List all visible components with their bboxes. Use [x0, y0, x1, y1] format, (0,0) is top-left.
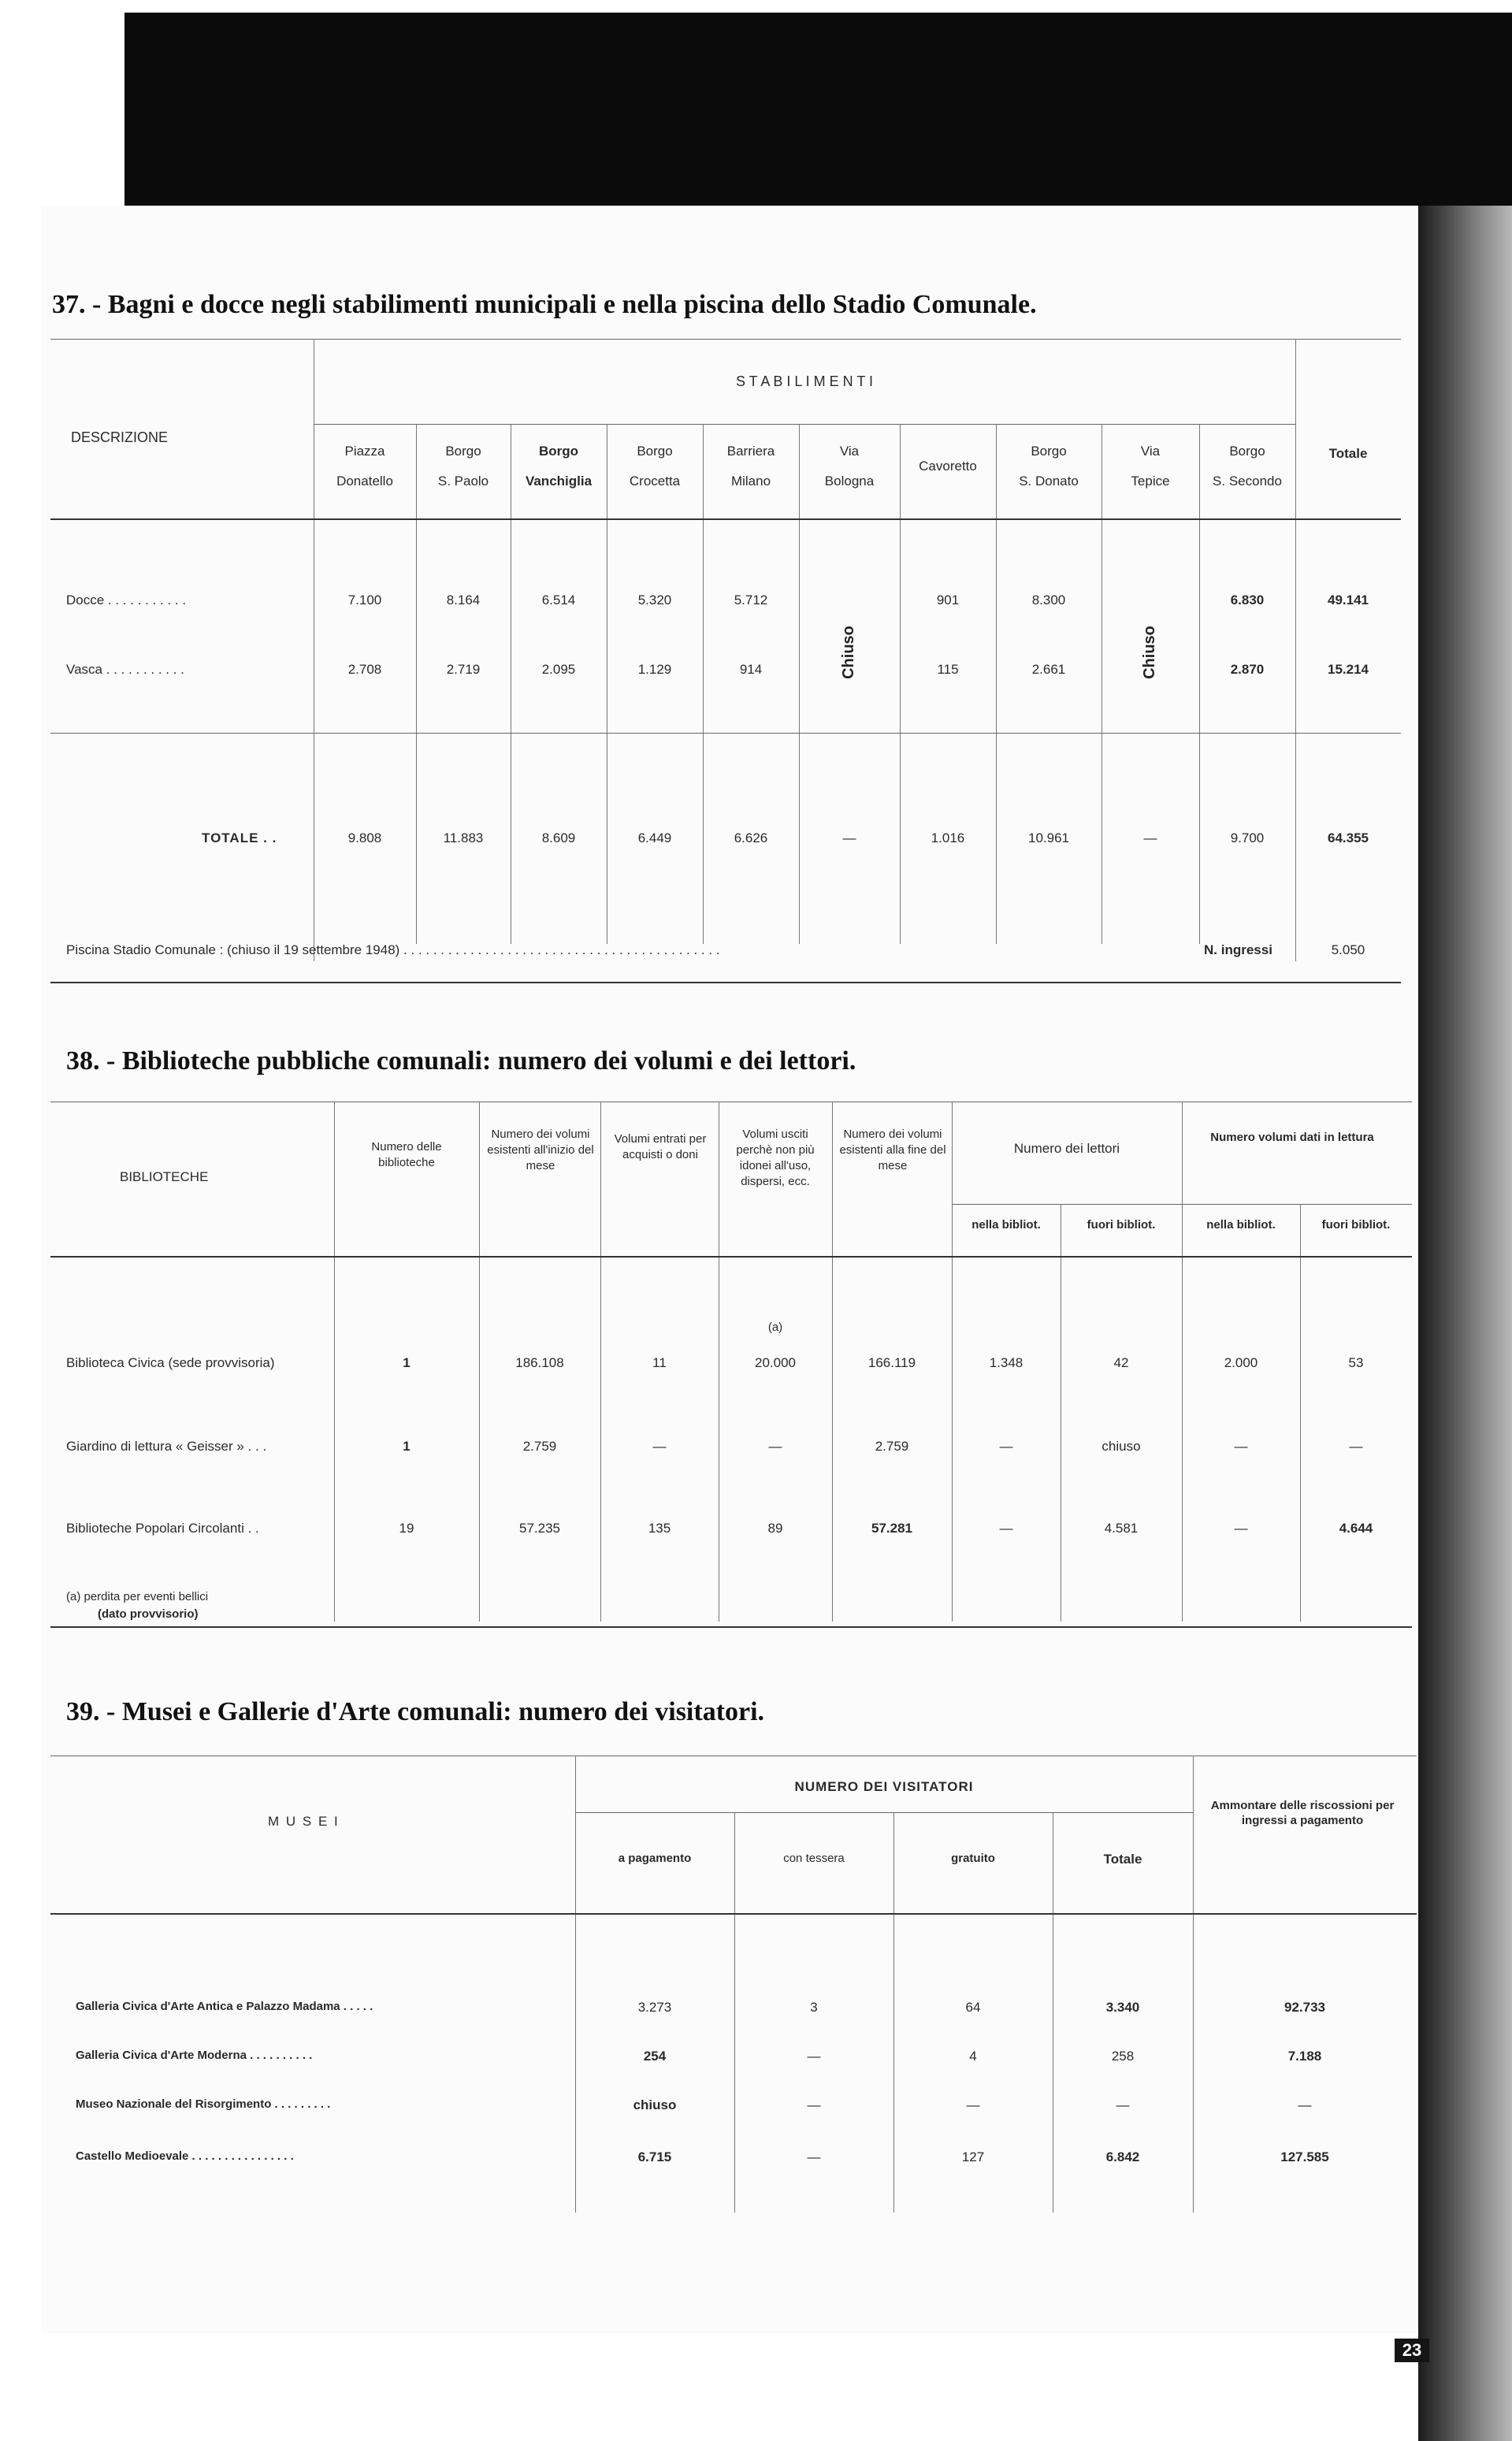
table37-cell: 5.320: [637, 593, 672, 607]
table39-first-header: M U S E I: [268, 1814, 340, 1829]
table39-cell: 3: [810, 2000, 818, 2015]
left-margin: [0, 0, 41, 2441]
table39-subheader: con tessera: [783, 1852, 845, 1865]
table37-desc-header: DESCRIZIONE: [71, 429, 169, 445]
table37-v1: [416, 424, 417, 944]
table38-first-header: BIBLIOTECHE: [120, 1169, 209, 1184]
table39-cell: —: [1116, 2097, 1130, 2112]
table38-header: Volumi usciti perchè non più idonei all'uso, dispersi, ecc.: [736, 1128, 815, 1188]
table37-v6: [900, 424, 901, 944]
table38-lettori-header: Numero dei lettori: [1013, 1141, 1120, 1156]
table39-v1: [575, 1756, 576, 2213]
table37-top-rule: [50, 339, 1401, 340]
table37-col-header: Borgo Crocetta: [629, 444, 681, 489]
table38-cell: —: [1349, 1439, 1363, 1454]
table37-col-header: Borgo S. Paolo: [437, 444, 489, 489]
table39-cell: 3.340: [1105, 2000, 1140, 2015]
table37-total-cell: 1.016: [931, 830, 965, 845]
table38-cell: 57.235: [519, 1521, 560, 1536]
table39-cell: 4: [969, 2049, 977, 2064]
table38-cell: 2.759: [875, 1439, 909, 1454]
table39-subheader: Totale: [1103, 1852, 1142, 1867]
table37-cell: 914: [739, 662, 763, 677]
table38-cell: 2.759: [522, 1439, 557, 1454]
table37-total-cell: —: [1143, 830, 1157, 845]
table38-subheader: nella bibliot.: [971, 1218, 1041, 1232]
table38-cell: 19: [399, 1521, 414, 1536]
table39-cell: 127.585: [1280, 2149, 1329, 2164]
table37-rows-rule: [50, 733, 1401, 734]
table37-col-header: Cavoretto: [919, 459, 977, 474]
table37-cell: 8.164: [446, 593, 481, 607]
table39-cell: 92.733: [1284, 2000, 1325, 2015]
table38-cell: 1.348: [989, 1355, 1023, 1370]
table39-cell: —: [807, 2049, 821, 2064]
table38-cell: 20.000: [755, 1355, 796, 1370]
table39-row-label: Galleria Civica d'Arte Antica e Palazzo Madama . . . . .: [76, 2000, 373, 2013]
table37-col-header: Barriera Milano: [726, 444, 775, 489]
table39-subheader: gratuito: [951, 1852, 995, 1865]
table39-cell: —: [1298, 2097, 1312, 2112]
table37-total-cell: 9.700: [1230, 830, 1265, 845]
table39-row-label: Galleria Civica d'Arte Moderna . . . . . . . . . .: [76, 2049, 313, 2062]
table39-cell: 7.188: [1287, 2049, 1322, 2064]
table38-sub-rule: [952, 1204, 1412, 1205]
table39-cell: —: [807, 2097, 821, 2112]
table37-ingressi-label: N. ingressi: [1204, 942, 1272, 957]
table37-v9: [1199, 424, 1200, 944]
table37-cell: 901: [936, 593, 960, 607]
table38-subheader: fuori bibliot.: [1087, 1218, 1156, 1232]
table38-cell: 2.000: [1224, 1355, 1258, 1370]
table38-row-label: Giardino di lettura « Geisser » . . .: [66, 1439, 267, 1454]
table38-cell: 4.644: [1339, 1521, 1373, 1536]
table37-cell: 2.661: [1031, 662, 1066, 677]
table38-note-line1: (a) perdita per eventi bellici: [66, 1590, 209, 1603]
table38-header: Volumi entrati per acquisti o doni: [614, 1132, 707, 1161]
table39-cell: 254: [643, 2049, 667, 2064]
table38-header: Numero dei volumi esistenti all'inizio del mese: [487, 1128, 594, 1172]
table37-cell: 6.830: [1230, 593, 1265, 607]
table37-cell: 8.300: [1031, 593, 1066, 607]
table39-last-header: Ammontare delle riscossioni per ingressi a pagamento: [1210, 1799, 1395, 1827]
table37-group-header: S T A B I L I M E N T I: [735, 373, 874, 389]
table38-header: Numero delle biblioteche: [371, 1140, 442, 1169]
table37-v8: [1101, 424, 1102, 944]
table37-total-cell-total: 64.355: [1328, 830, 1369, 845]
table37-cell: 2.719: [446, 662, 481, 677]
table38-header: Numero dei volumi esistenti alla fine del mese: [839, 1128, 946, 1172]
table38-row-label: Biblioteche Popolari Circolanti . .: [66, 1521, 259, 1536]
table38-note-line2: (dato provvisorio): [98, 1607, 199, 1621]
table37-v7: [996, 424, 997, 944]
table37-total-cell: 9.808: [347, 830, 382, 845]
table39-row-label: Castello Medioevale . . . . . . . . . . . . . . . .: [76, 2149, 294, 2163]
table38-cell: 4.581: [1104, 1521, 1139, 1536]
table37-cell-total: 15.214: [1328, 662, 1369, 677]
table38-subheader: fuori bibliot.: [1321, 1218, 1391, 1232]
table37-total-cell: —: [842, 830, 856, 845]
table37-cell: 1.129: [637, 662, 672, 677]
table39-cell: 3.273: [637, 2000, 672, 2015]
table38-cell: —: [999, 1521, 1013, 1536]
table37-col-header: Borgo S. Donato: [1019, 444, 1079, 489]
table37-v-total: [1295, 339, 1296, 961]
table39-header-rule: [50, 1913, 1417, 1915]
table38-v9: [1300, 1204, 1301, 1622]
table37-cell: 2.095: [541, 662, 576, 677]
table39-subheader: a pagamento: [618, 1852, 692, 1865]
table38-cell: 89: [767, 1521, 783, 1536]
table38-cell: 1: [403, 1355, 411, 1370]
table37-col-header: Piazza Donatello: [336, 444, 393, 489]
table39-cell: 6.715: [637, 2149, 672, 2164]
table38-cell: —: [1234, 1439, 1248, 1454]
table39-cell: 64: [965, 2000, 981, 2015]
table37-closed-bologna: Chiuso: [840, 626, 857, 679]
table39-row-label: Museo Nazionale del Risorgimento . . . . . . . . .: [76, 2097, 331, 2111]
table37-v5: [799, 424, 800, 944]
table38-cell: 135: [648, 1521, 671, 1536]
table38-note-marker: (a): [767, 1321, 783, 1334]
table39-cell: —: [966, 2097, 980, 2112]
table37-bottom-rule: [50, 982, 1401, 983]
table37-v4: [703, 424, 704, 944]
table38-cell: 11: [652, 1355, 667, 1370]
table37-cell-total: 49.141: [1328, 593, 1369, 607]
table38-row-label: Biblioteca Civica (sede provvisoria): [66, 1355, 275, 1370]
table37-col-header: Via Bologna: [824, 444, 875, 489]
table38-cell: —: [1234, 1521, 1248, 1536]
table38-title: 38. - Biblioteche pubbliche comunali: numero dei volumi e dei lettori.: [66, 1046, 856, 1076]
table38-volumi-header: Numero volumi dati in lettura: [1210, 1131, 1374, 1144]
table37-title: 37. - Bagni e docce negli stabilimenti municipali e nella piscina dello Stadio Comunale.: [52, 290, 1037, 319]
table37-col-header: Borgo Vanchiglia: [525, 444, 593, 489]
table37-cell: 6.514: [541, 593, 576, 607]
table39-v5: [1193, 1756, 1194, 2213]
table37-total-label: TOTALE . .: [202, 830, 277, 845]
table37-cell: 115: [937, 662, 959, 677]
table37-row-label: Docce . . . . . . . . . . .: [66, 593, 187, 607]
table39-title: 39. - Musei e Gallerie d'Arte comunali: numero dei visitatori.: [66, 1697, 765, 1726]
table37-group-rule: [314, 424, 1295, 425]
table37-total-cell: 11.883: [443, 830, 484, 845]
table38-cell: —: [768, 1439, 782, 1454]
table38-cell: 57.281: [871, 1521, 912, 1536]
table37-total-cell: 8.609: [541, 830, 576, 845]
table37-cell: 5.712: [734, 593, 768, 607]
table38-cell: chiuso: [1101, 1439, 1141, 1454]
table39-cell: —: [807, 2149, 821, 2164]
table38-header-rule: [50, 1256, 1412, 1258]
table38-cell: —: [652, 1439, 667, 1454]
table38-cell: —: [999, 1439, 1013, 1454]
scan-page-edge: [1418, 206, 1512, 2441]
table39-cell: 6.842: [1105, 2149, 1140, 2164]
table37-cell: 2.708: [347, 662, 382, 677]
scan-black-band: [124, 13, 1512, 206]
table37-cell: 2.870: [1230, 662, 1265, 677]
table38-cell: 186.108: [515, 1355, 564, 1370]
table38-bottom-rule: [50, 1626, 1412, 1628]
table38-cell: 166.119: [867, 1355, 916, 1370]
table39-group-header: NUMERO DEI VISITATORI: [794, 1779, 974, 1794]
table39-group-rule: [575, 1812, 1193, 1813]
table39-cell: 258: [1111, 2049, 1135, 2064]
table39-cell: chiuso: [633, 2097, 677, 2112]
table37-total-cell: 10.961: [1028, 830, 1069, 845]
table37-row-label: Vasca . . . . . . . . . . .: [66, 662, 184, 677]
table38-cell: 1: [403, 1439, 411, 1454]
table38-subheader: nella bibliot.: [1206, 1218, 1276, 1232]
table37-ingressi-value: 5.050: [1331, 942, 1365, 957]
table38-cell: 53: [1348, 1355, 1364, 1370]
table38-cell: 42: [1113, 1355, 1129, 1370]
table37-closed-tepice: Chiuso: [1141, 626, 1158, 679]
table37-total-cell: 6.449: [637, 830, 672, 845]
table37-total-cell: 6.626: [734, 830, 768, 845]
table37-col-header: Borgo S. Secondo: [1213, 444, 1282, 489]
table37-header-rule: [50, 518, 1401, 520]
table37-total-header: Totale: [1328, 446, 1368, 461]
page-number: 23: [1395, 2339, 1429, 2362]
table37-cell: 7.100: [347, 593, 382, 607]
table37-col-header: Via Tepice: [1131, 444, 1170, 489]
table37-footer-text: Piscina Stadio Comunale : (chiuso il 19 settembre 1948) . . . . . . . . . . . . . . . . . . . . . . . . . . . . . . . . . . . . . . . . . . .: [66, 942, 720, 957]
table39-cell: 127: [961, 2149, 985, 2164]
